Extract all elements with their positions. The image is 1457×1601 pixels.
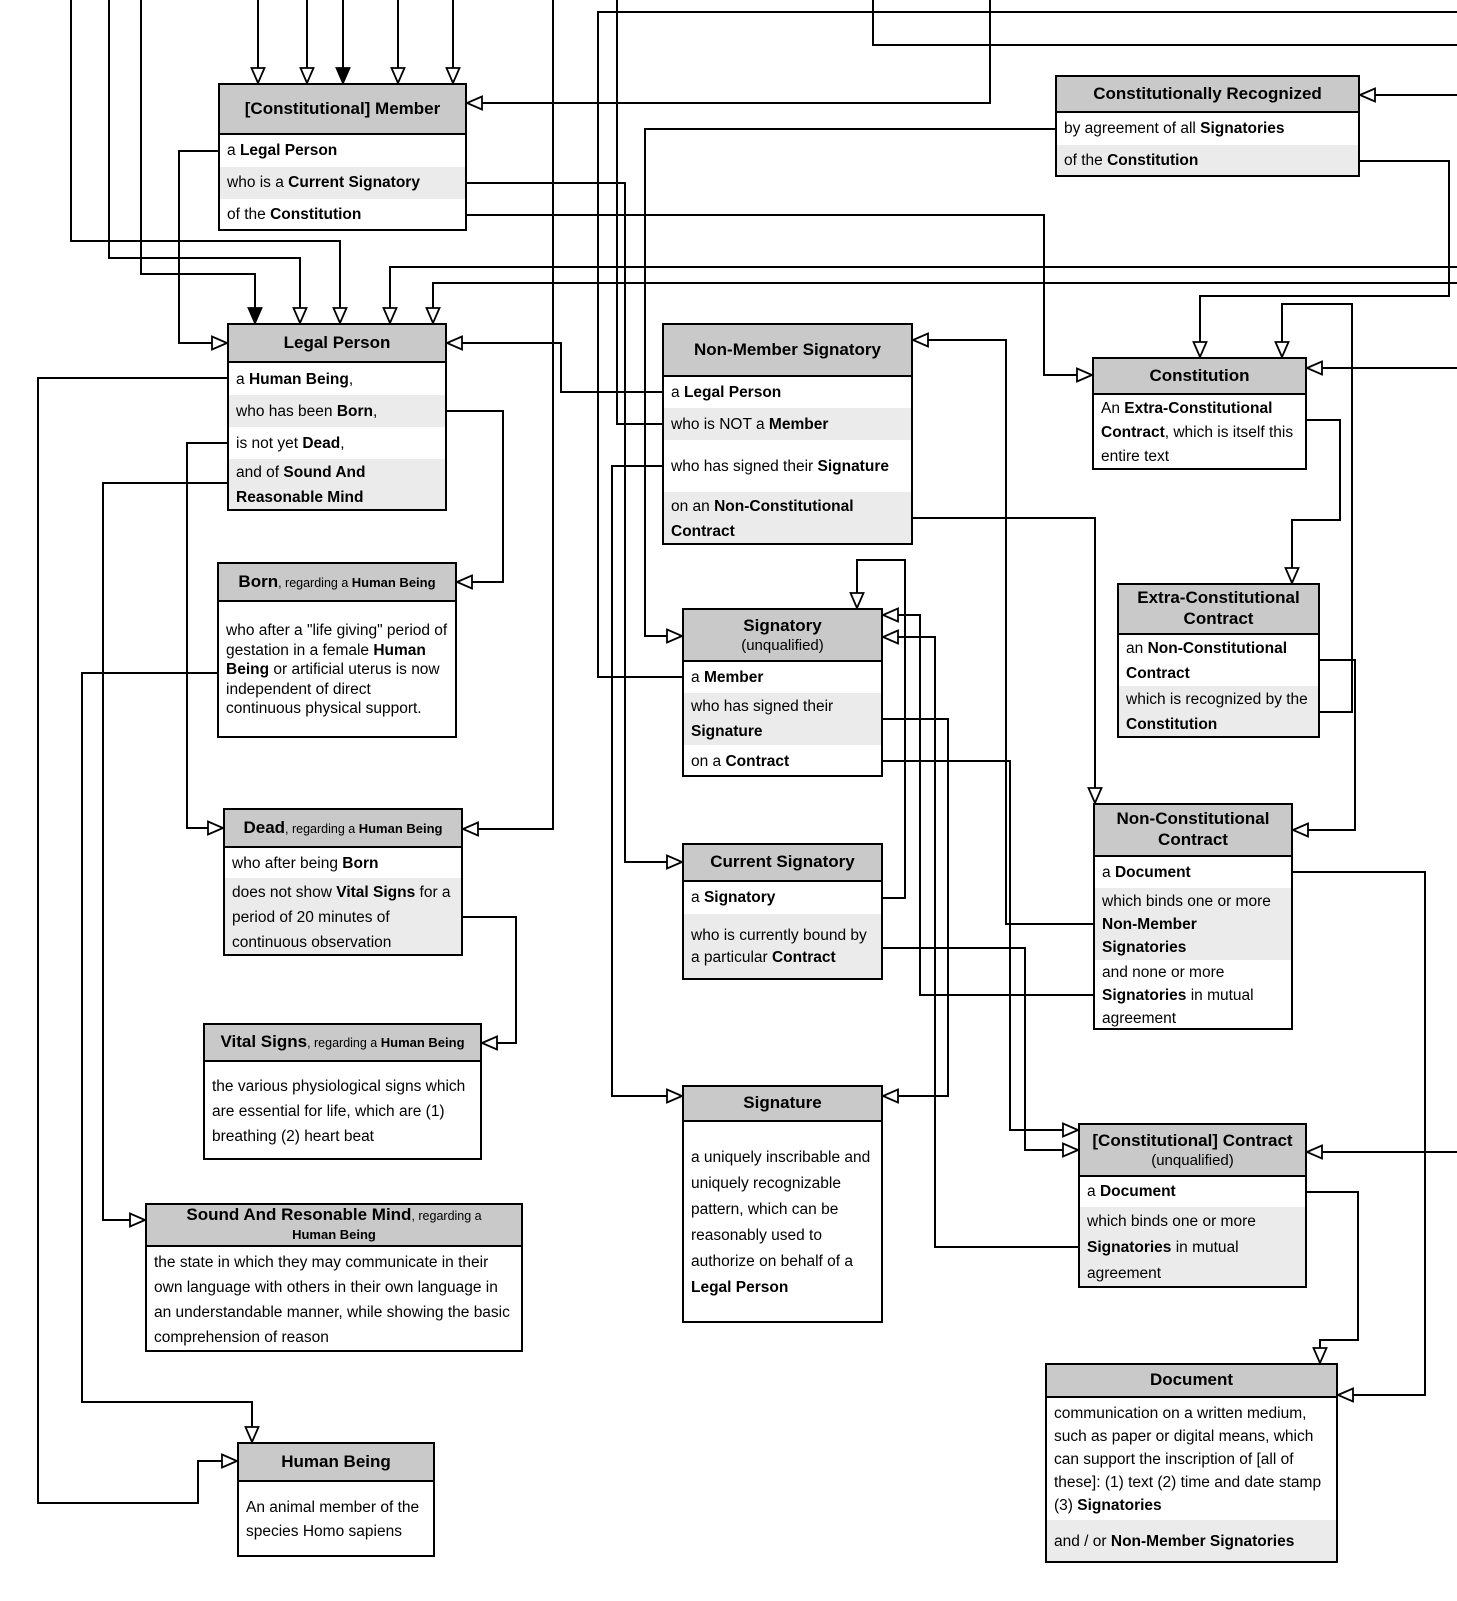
- connector-5: [480, 0, 990, 103]
- node-non-member-signatory-row-3: on an Non-Constitutional Contract: [664, 492, 911, 545]
- connector-37-hollow-arrowhead-icon: [1276, 342, 1289, 357]
- node-signatory[interactable]: [682, 608, 883, 777]
- connector-36-hollow-arrowhead-icon: [1194, 342, 1207, 357]
- node-born-title: Born, regarding a Human Being: [219, 564, 455, 602]
- node-legal-person-title: Legal Person: [229, 325, 445, 363]
- node-current-signatory-row-0: a Signatory: [691, 889, 776, 906]
- connector-40-hollow-arrowhead-icon: [1338, 1389, 1353, 1402]
- connector-5-hollow-arrowhead-icon: [467, 97, 482, 110]
- node-signatory-row-2: on a Contract: [691, 752, 790, 770]
- connector-23-hollow-arrowhead-icon: [208, 822, 223, 835]
- node-legal-person-row-0: a Human Being,: [236, 370, 354, 388]
- node-document[interactable]: [1045, 1363, 1338, 1563]
- node-constitutional-contract[interactable]: [1078, 1123, 1307, 1288]
- connector-34-hollow-arrowhead-icon: [1293, 824, 1308, 837]
- node-sound-and-resonable-mind-title: Sound And Resonable Mind, regarding a Human Being: [147, 1205, 521, 1247]
- node-non-member-signatory[interactable]: [662, 323, 913, 545]
- connector-25-hollow-arrowhead-icon: [463, 823, 478, 836]
- connector-20: [617, 0, 662, 424]
- connector-32: [883, 948, 1065, 1150]
- node-current-signatory[interactable]: [682, 843, 883, 980]
- node-member-row-2: of the Constitution: [227, 206, 362, 223]
- node-non-constitutional-contract[interactable]: [1093, 803, 1293, 1030]
- connector-30-hollow-arrowhead-icon: [883, 1090, 898, 1103]
- connector-26-hollow-arrowhead-icon: [482, 1037, 497, 1050]
- connector-29-hollow-arrowhead-icon: [667, 1090, 682, 1103]
- connector-15-hollow-arrowhead-icon: [851, 593, 864, 608]
- node-sound-and-resonable-mind-row-0: the state in which they may communicate in their own language with others in their own language in an understandable manner, while showing the basic comprehension of reason: [154, 1253, 510, 1346]
- node-signatory-title: Signatory (unqualified): [684, 610, 881, 662]
- node-human-being-row-0: An animal member of the species Homo sapiens: [246, 1498, 420, 1540]
- connector-16: [896, 615, 1093, 995]
- connector-33: [913, 518, 1095, 790]
- node-constitutionally-recognized[interactable]: [1055, 75, 1360, 177]
- connector-3-hollow-arrowhead-icon: [392, 68, 405, 83]
- node-member-title: [Constitutional] Member: [220, 85, 465, 135]
- node-document-row-1: and / or Non-Member Signatories: [1047, 1520, 1336, 1563]
- connector-27-hollow-arrowhead-icon: [222, 1455, 237, 1468]
- node-current-signatory-row-1: who is currently bound by a particular Contract: [684, 914, 881, 980]
- node-constitutional-contract-title: [Constitutional] Contract (unqualified): [1080, 1125, 1305, 1177]
- node-member-row-0: a Legal Person: [227, 142, 338, 159]
- node-signatory-row-0: a Member: [691, 669, 764, 686]
- node-member-row-1: who is a Current Signatory: [220, 167, 465, 199]
- connector-9-hollow-arrowhead-icon: [334, 308, 347, 323]
- connector-13-hollow-arrowhead-icon: [427, 308, 440, 323]
- connector-22: [447, 411, 503, 582]
- node-non-constitutional-contract-row-0: a Document: [1102, 864, 1191, 881]
- connector-1-hollow-arrowhead-icon: [301, 68, 314, 83]
- connector-7: [467, 183, 669, 862]
- node-legal-person-row-1: who has been Born,: [229, 395, 445, 427]
- node-non-constitutional-contract-row-2: and none or more Signatories in mutual agreement: [1102, 963, 1254, 1027]
- node-legal-person[interactable]: [227, 323, 447, 511]
- node-extra-constitutional-contract-row-1: which is recognized by the Constitution: [1119, 686, 1318, 738]
- node-vital-signs-row-0: the various physiological signs which are essential for life, which are (1) breathing (2) heart beat: [212, 1077, 466, 1145]
- connector-25: [476, 0, 553, 829]
- node-current-signatory-title: Current Signatory: [684, 845, 881, 882]
- connector-10-hollow-arrowhead-icon: [294, 308, 307, 323]
- node-non-constitutional-contract-title: Non-Constitutional Contract: [1095, 805, 1291, 857]
- node-human-being-title: Human Being: [239, 1444, 433, 1482]
- connector-6-hollow-arrowhead-icon: [212, 337, 227, 350]
- node-human-being[interactable]: [237, 1442, 435, 1557]
- node-constitutionally-recognized-row-1: of the Constitution: [1057, 145, 1358, 177]
- node-born[interactable]: [217, 562, 457, 738]
- connector-14-hollow-arrowhead-icon: [913, 334, 928, 347]
- connector-42-hollow-arrowhead-icon: [1360, 89, 1375, 102]
- connector-43: [873, 0, 1457, 45]
- connector-19-hollow-arrowhead-icon: [447, 337, 462, 350]
- node-extra-constitutional-contract-title: Extra-Constitutional Contract: [1119, 585, 1318, 635]
- node-dead-title: Dead, regarding a Human Being: [225, 810, 461, 848]
- node-constitutional-contract-row-0: a Document: [1087, 1183, 1176, 1200]
- node-constitution-row-0: An Extra-Constitutional Contract, which is itself this entire text: [1101, 399, 1294, 465]
- connector-30: [883, 719, 948, 1096]
- connector-28-hollow-arrowhead-icon: [246, 1427, 259, 1442]
- node-born-row-0: who after a "life giving" period of gestation in a female Human Being or artificial uterus is now independent of direct continuous physical support.: [226, 622, 448, 718]
- connector-6: [179, 151, 218, 343]
- node-signature[interactable]: [682, 1085, 883, 1323]
- connector-7-hollow-arrowhead-icon: [667, 856, 682, 869]
- connector-17: [896, 637, 1078, 1247]
- connector-16-hollow-arrowhead-icon: [883, 609, 898, 622]
- connector-11-filled-arrowhead-icon: [249, 308, 262, 323]
- connector-31-hollow-arrowhead-icon: [1063, 1124, 1078, 1137]
- node-constitution[interactable]: [1092, 357, 1307, 470]
- connector-29: [612, 466, 669, 1096]
- node-constitutional-contract-row-1: which binds one or more Signatories in mutual agreement: [1080, 1207, 1305, 1288]
- node-dead-row-1: does not show Vital Signs for a period of 20 minutes of continuous observation: [225, 878, 461, 956]
- node-signatory-subtitle: (unqualified): [741, 636, 824, 654]
- node-member[interactable]: [218, 83, 467, 231]
- node-dead-row-0: who after being Born: [232, 854, 379, 872]
- node-document-title: Document: [1047, 1365, 1336, 1398]
- node-signatory-row-1: who has signed their Signature: [684, 693, 881, 745]
- connector-35-hollow-arrowhead-icon: [1286, 568, 1299, 583]
- node-legal-person-row-3: and of Sound And Reasonable Mind: [229, 459, 445, 511]
- connector-33-hollow-arrowhead-icon: [1089, 788, 1102, 803]
- connector-31: [883, 761, 1065, 1130]
- connector-32-hollow-arrowhead-icon: [1063, 1144, 1078, 1157]
- node-non-member-signatory-row-2: who has signed their Signature: [671, 457, 889, 475]
- connector-12-hollow-arrowhead-icon: [384, 308, 397, 323]
- node-legal-person-row-2: is not yet Dead,: [236, 434, 345, 452]
- node-non-member-signatory-row-1: who is NOT a Member: [664, 408, 911, 440]
- node-vital-signs[interactable]: [203, 1023, 482, 1160]
- connector-24-hollow-arrowhead-icon: [130, 1214, 145, 1227]
- connector-41: [1307, 1192, 1358, 1350]
- connector-22-hollow-arrowhead-icon: [457, 576, 472, 589]
- node-non-constitutional-contract-row-1: which binds one or more Non-Member Signatories: [1095, 888, 1291, 960]
- connector-17-hollow-arrowhead-icon: [883, 631, 898, 644]
- connector-36: [1200, 161, 1449, 344]
- connector-19: [460, 343, 662, 392]
- node-extra-constitutional-contract-row-0: an Non-Constitutional Contract: [1126, 639, 1288, 682]
- node-signature-row-0: a uniquely inscribable and uniquely recognizable pattern, which can be reasonably used to authorize on behalf of a Legal Person: [691, 1148, 871, 1296]
- node-extra-constitutional-contract[interactable]: [1117, 583, 1320, 738]
- node-non-member-signatory-title: Non-Member Signatory: [664, 325, 911, 377]
- connector-18-hollow-arrowhead-icon: [667, 630, 682, 643]
- connector-38-hollow-arrowhead-icon: [1307, 362, 1322, 375]
- connector-8-hollow-arrowhead-icon: [1077, 369, 1092, 382]
- node-dead[interactable]: [223, 808, 463, 956]
- connector-2-filled-arrowhead-icon: [337, 68, 350, 83]
- node-signature-title: Signature: [684, 1087, 881, 1122]
- node-vital-signs-title: Vital Signs, regarding a Human Being: [205, 1025, 480, 1062]
- connector-41-hollow-arrowhead-icon: [1314, 1348, 1327, 1363]
- node-non-member-signatory-row-0: a Legal Person: [671, 384, 782, 401]
- node-document-row-0: communication on a written medium, such as paper or digital means, which can support the inscription of [all of these]: (1) text (2) time and date stamp (3) Signatories: [1054, 1404, 1322, 1514]
- connector-39-hollow-arrowhead-icon: [1307, 1146, 1322, 1159]
- node-constitutionally-recognized-row-0: by agreement of all Signatories: [1064, 120, 1285, 137]
- connector-0-hollow-arrowhead-icon: [252, 68, 265, 83]
- node-sound-and-resonable-mind[interactable]: [145, 1203, 523, 1352]
- node-constitutional-contract-subtitle: (unqualified): [1151, 1151, 1234, 1169]
- connector-4-hollow-arrowhead-icon: [447, 68, 460, 83]
- node-constitutionally-recognized-title: Constitutionally Recognized: [1057, 77, 1358, 113]
- node-constitution-title: Constitution: [1094, 359, 1305, 395]
